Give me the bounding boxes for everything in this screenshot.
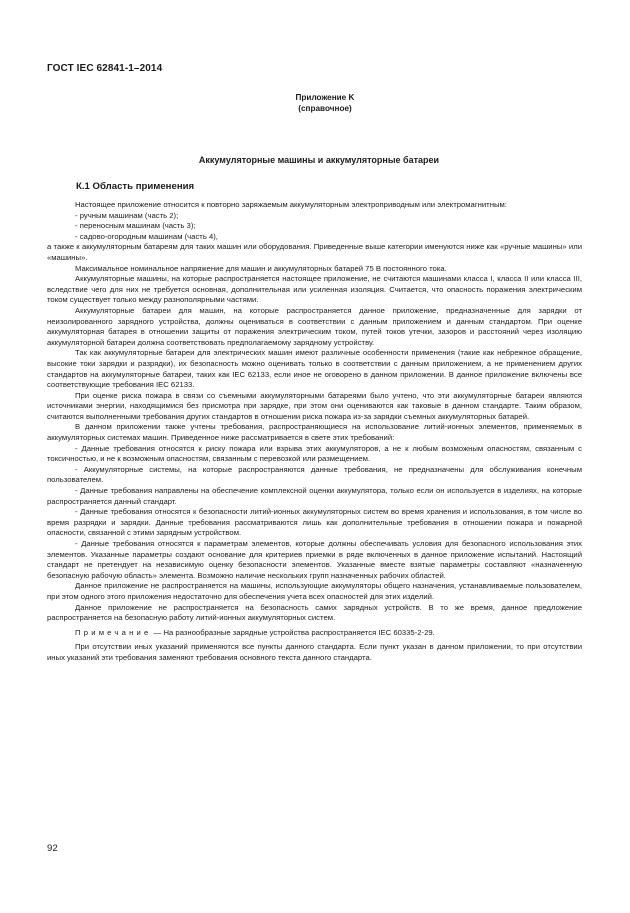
closing-paragraph: Данное приложение не распространяется на безопасность самих зарядных устройств. В то же время, данное предложение распространяется на безопасную работу литий-ионных аккумуляторных систем. xyxy=(47,602,582,623)
note xyxy=(47,628,582,639)
body-text xyxy=(47,200,582,664)
after-list-paragraph: а также к аккумуляторным батареям для таких машин или оборудования. Приведенные выше категории именуются ниже как «ручные машины» или «машины». xyxy=(47,242,582,262)
paragraph: В данном приложении также учтены требования, распространяющиеся на использование литий-ионных элементов, применяемых в аккумуляторных системах машин. Приведенное ниже рассматривается в свете этих требований: xyxy=(47,422,582,443)
requirement-item: - Данные требования направлены на обеспечение комплексной оценки аккумулятора, только если он используется в изделиях, на которые распространяется данный стандарт. xyxy=(47,486,582,506)
list-item: - ручным машинам (часть 2); xyxy=(75,210,179,220)
standard-designation: ГОСТ IEC 62841-1–2014 xyxy=(47,63,163,74)
annex-kind: (справочное) xyxy=(298,104,352,113)
paragraph: Так как аккумуляторные батареи для электрических машин имеют различные особенности применения (такие как небрежное обращение, высокие токи зарядки и разрядки), их безопасность можно оценивать только в соответствии с данным приложением, а не применением других стандартов на аккумуляторные батареи, таких как IEC 62133, если иное не оговорено в данном приложении. В данное приложение включены все соответствующие требования IEC 62133. xyxy=(47,348,582,390)
requirement-item: - Аккумуляторные системы, на которые распространяются данные требования, не предназначены для обслуживания конечным пользователем. xyxy=(47,464,582,485)
paragraph: Аккумуляторные батареи для машин, на которые распространяется данное приложение, предназначенные для зарядки от неизолированного зарядного устройства, должны оцениваться в соответствии с данным приложением и данным стандартом. При оценке аккумуляторная батарея в отношении защиты от поражения электрическим током, путей токов утечки, зазоров и расстояний через изоляцию аккумуляторной батареи должна соответствовать предполагаемому зарядному устройству. xyxy=(47,305,582,347)
note-text: — На разнообразные зарядные устройства распространяется IEC 60335-2-29. xyxy=(151,627,435,637)
paragraph: Максимальное номинальное напряжение для машин и аккумуляторных батарей 75 В постоянного тока. xyxy=(75,263,447,273)
requirement-item: - Данные требования относятся к безопасности литий-ионных аккумуляторных систем во время хранения и использования, в том числе во время разрядки и зарядки. Данные требования рассматриваются лишь как дополнительные требования в отношении пожара и пожарной опасности, связанной с этими зарядным устройством. xyxy=(47,507,582,538)
annex-title: Приложение K xyxy=(295,93,355,102)
list-item: - садово-огородным машинам (часть 4), xyxy=(75,231,218,241)
annex-main-title: Аккумуляторные машины и аккумуляторные батареи xyxy=(198,155,440,165)
annex-heading xyxy=(0,92,630,114)
note-label: Примечание xyxy=(75,627,152,637)
final-paragraph: При отсутствии иных указаний применяются все пункты данного стандарта. Если пункт указан в данном приложении, то при отсутствии иных указаний эти требования заменяют требования основного текста данного стандарта. xyxy=(47,642,582,662)
paragraph: Аккумуляторные машины, на которые распространяется настоящее приложение, не считаются машинами класса I, класса II или класса III, вследствие чего для них не требуется основная, дополнительная или усиленная изоляция. Считается, что опасность поражения электрическим током существует только между разнополярными частями. xyxy=(47,274,582,305)
list-item: - переносным машинам (часть 3); xyxy=(75,221,196,231)
page-number: 92 xyxy=(47,843,58,854)
requirement-item: - Данные требования относятся к параметрам элементов, которые должны обеспечивать условия для безопасного использования этих элементов. Указанные параметры создают основание для критериев приемки в ряде включенных в данное приложение испытаний. Настоящий стандарт не претендует на независимую оценку безопасности элементов. Указанные вместе взятые параметры составляют «назначенную безопасную рабочую область» элемента. Возможно наличие нескольких групп назначенных рабочих областей. xyxy=(47,539,582,580)
section-heading: К.1 Область применения xyxy=(76,181,195,192)
intro-paragraph: Настоящее приложение относится к повторно заряжаемым аккумуляторным электроприводным или электромагнитным: xyxy=(75,200,507,209)
paragraph: При оценке риска пожара в связи со съемными аккумуляторными батареями было учтено, что эти аккумуляторные батареи являются источниками энергии, находящимися без присмотра при зарядке, при этом они оцениваются как таковые в данном стандарте. Таким образом, считаются выполненными требования других стандартов в отношении риска пожара из-за зарядки съемных аккумуляторных батарей. xyxy=(47,390,582,421)
closing-paragraph: Данное приложение не распространяется на машины, использующие аккумуляторы общего назначения, устанавливаемые пользователем, при этом одного этого приложения недостаточно для обеспечения учета всех опасностей для этих изделий. xyxy=(47,581,582,601)
requirement-item: - Данные требования относятся к риску пожара или взрыва этих аккумуляторов, а не к любым возможным опасностям, связанным с токсичностью, и не к возможным опасностям, связанным с перевозкой или размещением. xyxy=(47,443,582,464)
